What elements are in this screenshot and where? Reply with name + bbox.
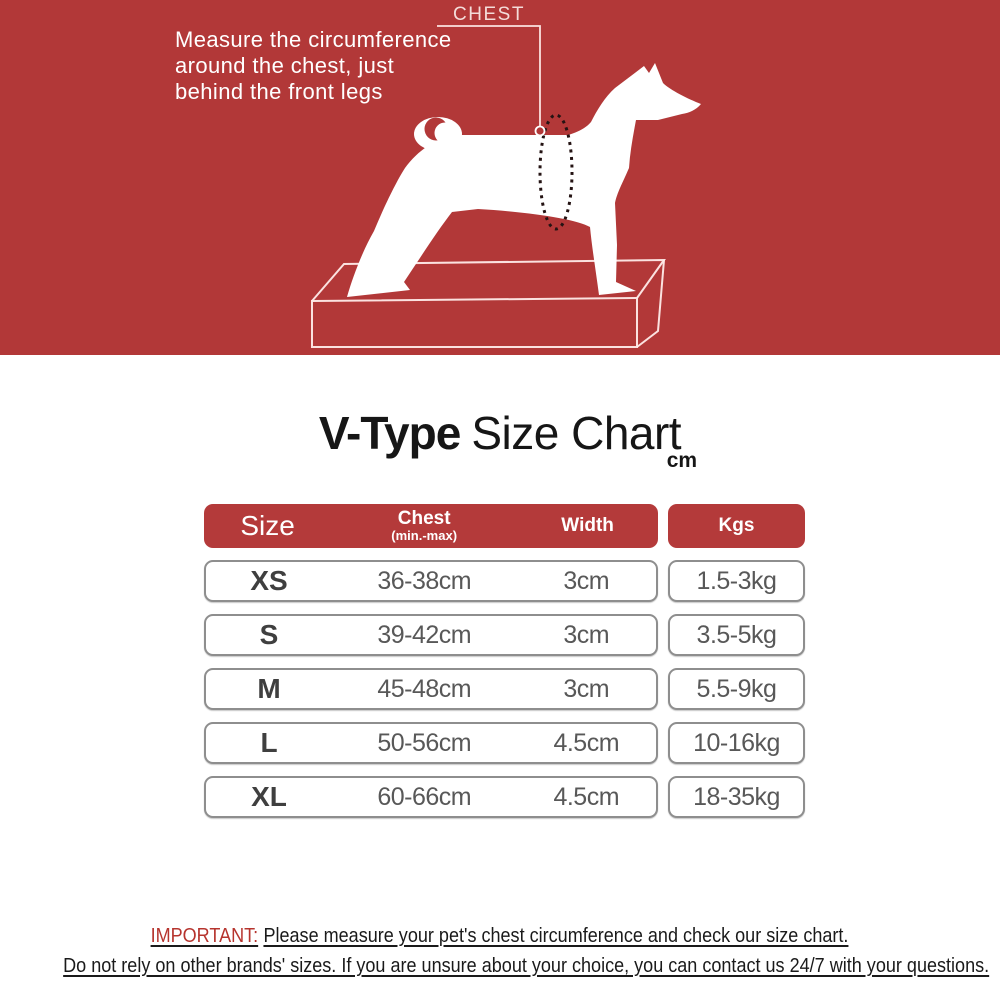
- kgs-cell: 3.5-5kg: [696, 620, 777, 649]
- disclaimer-line-2: [0, 952, 1000, 982]
- size-table: [204, 504, 805, 818]
- kgs-cell-box: [668, 560, 805, 602]
- header-width: Width: [561, 515, 614, 536]
- table-row: [204, 776, 805, 818]
- unit-label: cm: [666, 449, 698, 472]
- header-chest: [331, 509, 517, 543]
- measurement-banner: [0, 0, 1000, 355]
- chest-cell: 60-66cm: [377, 782, 472, 811]
- table-header-main: [204, 504, 658, 548]
- width-cell: 4.5cm: [553, 728, 620, 757]
- kgs-cell-box: [668, 614, 805, 656]
- size-cell: S: [259, 619, 279, 650]
- instruction-line: behind the front legs: [175, 79, 383, 104]
- table-header-row: [204, 504, 805, 548]
- chest-point-marker-icon: [536, 127, 545, 136]
- size-row-main: [204, 776, 658, 818]
- size-row-main: [204, 560, 658, 602]
- page-title: [0, 406, 1000, 472]
- size-row-main: [204, 722, 658, 764]
- title-suffix: Size Chart: [471, 407, 682, 459]
- chest-cell: 39-42cm: [377, 620, 472, 649]
- kgs-cell: 10-16kg: [693, 728, 780, 757]
- dog-measurement-illustration: [0, 0, 1000, 355]
- kgs-cell-box: [668, 668, 805, 710]
- table-row: [204, 560, 805, 602]
- table-row: [204, 614, 805, 656]
- header-chest-subtitle: (min.-max): [391, 528, 458, 543]
- measure-instruction: [175, 27, 452, 105]
- size-cell: XL: [251, 781, 287, 812]
- product-name: V-Type: [318, 407, 461, 459]
- header-chest-label: Chest: [397, 508, 451, 529]
- chest-label: CHEST: [453, 4, 525, 25]
- chest-cell: 50-56cm: [377, 728, 472, 757]
- header-kgs: Kgs: [718, 515, 755, 536]
- size-row-main: [204, 668, 658, 710]
- width-cell: 3cm: [563, 674, 610, 703]
- header-size: Size: [240, 510, 295, 541]
- instruction-line: around the chest, just: [175, 53, 395, 78]
- table-body: [204, 560, 805, 818]
- width-cell: 3cm: [563, 566, 610, 595]
- disclaimer: [0, 922, 1000, 982]
- size-row-main: [204, 614, 658, 656]
- table-row: [204, 722, 805, 764]
- kgs-cell-box: [668, 722, 805, 764]
- width-cell: 4.5cm: [553, 782, 620, 811]
- table-row: [204, 668, 805, 710]
- size-cell: XS: [250, 565, 288, 596]
- kgs-cell-box: [668, 776, 805, 818]
- important-label: IMPORTANT:: [151, 924, 259, 947]
- disclaimer-text-2: Do not rely on other brands' sizes. If you are unsure about your choice, you can contact us 24/7 with your questions.: [63, 954, 990, 977]
- size-cell: L: [260, 727, 278, 758]
- disclaimer-line-1: [0, 922, 1000, 952]
- kgs-cell: 18-35kg: [693, 782, 780, 811]
- instruction-line: Measure the circumference: [175, 27, 452, 52]
- disclaimer-text-1: Please measure your pet's chest circumference and check our size chart.: [263, 924, 849, 947]
- kgs-cell: 1.5-3kg: [696, 566, 777, 595]
- width-cell: 3cm: [563, 620, 610, 649]
- chest-cell: 45-48cm: [377, 674, 472, 703]
- kgs-cell: 5.5-9kg: [696, 674, 777, 703]
- chest-leader-line: [437, 26, 545, 136]
- chest-cell: 36-38cm: [377, 566, 472, 595]
- table-header-kgs: [668, 504, 805, 548]
- size-cell: M: [257, 673, 281, 704]
